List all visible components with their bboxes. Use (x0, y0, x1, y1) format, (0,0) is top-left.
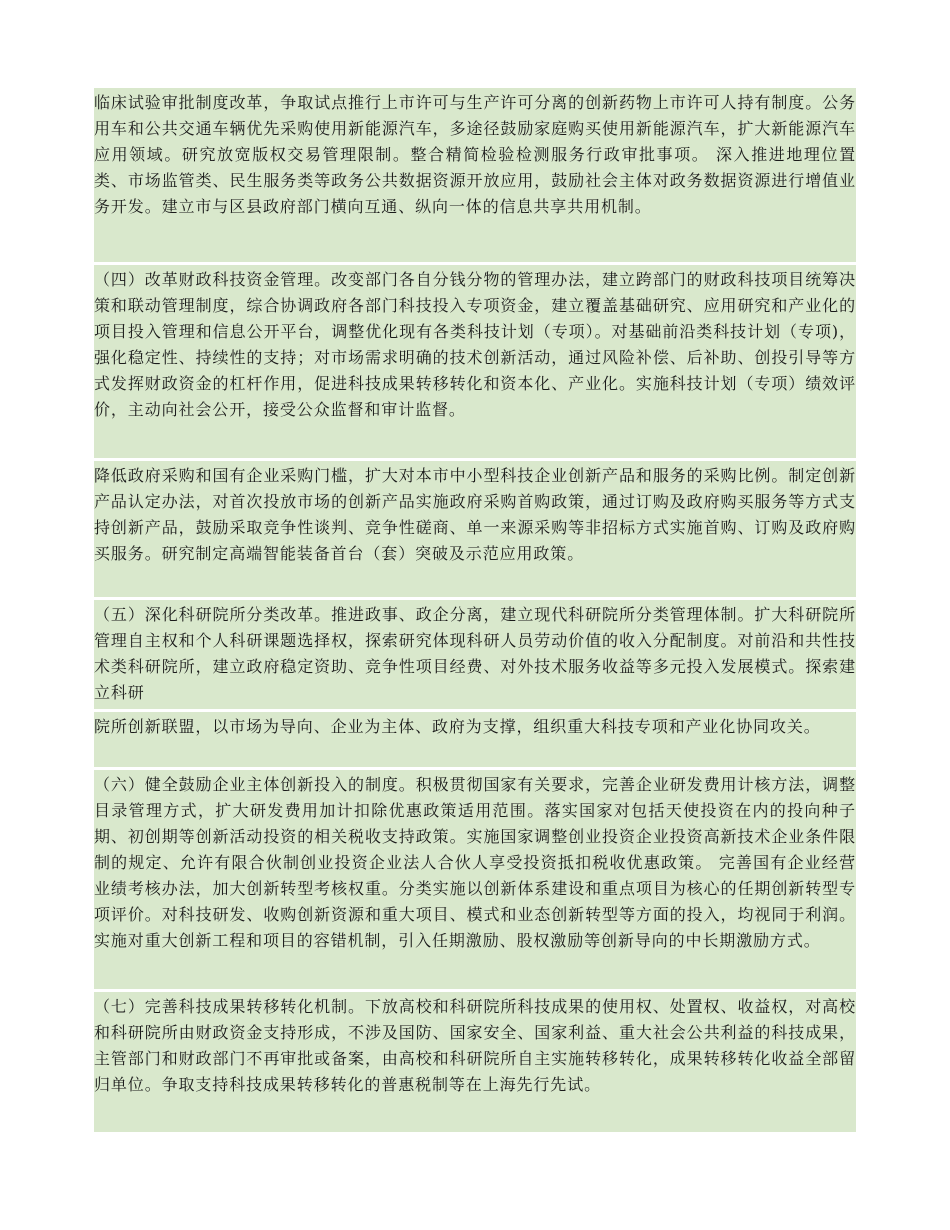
paragraph-section-7-transfer: （七）完善科技成果转移转化机制。下放高校和科研院所科技成果的使用权、处置权、收益权，对高校和科研院所由财政资金支持形成，不涉及国防、国家安全、国家利益、重大社会公共利益的科技成果，主管部门和财政部门不再审批或备案，由高校和科研院所自主实施转移转化，成果转移转化收益全部留归单位。争取支持科技成果转移转化的普惠税制等在上海先行先试。 (94, 992, 856, 1132)
paragraph-section-6-enterprise: （六）健全鼓励企业主体创新投入的制度。积极贯彻国家有关要求，完善企业研发费用计核方法，调整目录管理方式，扩大研发费用加计扣除优惠政策适用范围。落实国家对包括天使投资在内的投向种子期、初创期等创新活动投资的相关税收支持政策。实施国家调整创业投资企业投资高新技术企业条件限制的规定、允许有限合伙制创业投资企业法人合伙人享受投资抵扣税收优惠政策。 完善国有企业经营业绩考核办法，加大创新转型考核权重。分类实施以创新体系建设和重点项目为核心的任期创新转型专项评价。对科技研发、收购创新资源和重大项目、模式和业态创新转型等方面的投入，均视同于利润。实施对重大创新工程和项目的容错机制，引入任期激励、股权激励等创新导向的中长期激励方式。 (94, 770, 856, 989)
paragraph-innovation-alliance: 院所创新联盟，以市场为导向、企业为主体、政府为支撑，组织重大科技专项和产业化协同攻关。 (94, 712, 856, 767)
paragraph-approval-reform: 临床试验审批制度改革，争取试点推行上市许可与生产许可分离的创新药物上市许可人持有制度。公务用车和公共交通车辆优先采购使用新能源汽车，多途径鼓励家庭购买使用新能源汽车，扩大新能源汽车应用领域。研究放宽版权交易管理限制。整合精简检验检测服务行政审批事项。 深入推进地理位置类、市场监管类、民生服务类等政务公共数据资源开放应用，鼓励社会主体对政务数据资源进行增值业务开发。建立市与区县政府部门横向互通、纵向一体的信息共享共用机制。 (94, 88, 856, 262)
paragraph-procurement: 降低政府采购和国有企业采购门槛，扩大对本市中小型科技企业创新产品和服务的采购比例。制定创新产品认定办法，对首次投放市场的创新产品实施政府采购首购政策，通过订购及政府购买服务等方式支持创新产品，鼓励采取竞争性谈判、竞争性磋商、单一来源采购等非招标方式实施首购、订购及政府购买服务。研究制定高端智能装备首台（套）突破及示范应用政策。 (94, 461, 856, 597)
paragraph-section-4-fiscal: （四）改革财政科技资金管理。改变部门各自分钱分物的管理办法，建立跨部门的财政科技项目统筹决策和联动管理制度，综合协调政府各部门科技投入专项资金，建立覆盖基础研究、应用研究和产业化的项目投入管理和信息公开平台，调整优化现有各类科技计划（专项）。对基础前沿类科技计划（专项)，强化稳定性、持续性的支持；对市场需求明确的技术创新活动，通过风险补偿、后补助、创投引导等方式发挥财政资金的杠杆作用，促进科技成果转移转化和资本化、产业化。实施科技计划（专项）绩效评价，主动向社会公开，接受公众监督和审计监督。 (94, 265, 856, 458)
paragraph-section-5-institutes: （五）深化科研院所分类改革。推进政事、政企分离，建立现代科研院所分类管理体制。扩大科研院所管理自主权和个人科研课题选择权，探索研究体现科研人员劳动价值的收入分配制度。对前沿和共性技术类科研院所，建立政府稳定资助、竞争性项目经费、对外技术服务收益等多元投入发展模式。探索建立科研 (94, 600, 856, 709)
